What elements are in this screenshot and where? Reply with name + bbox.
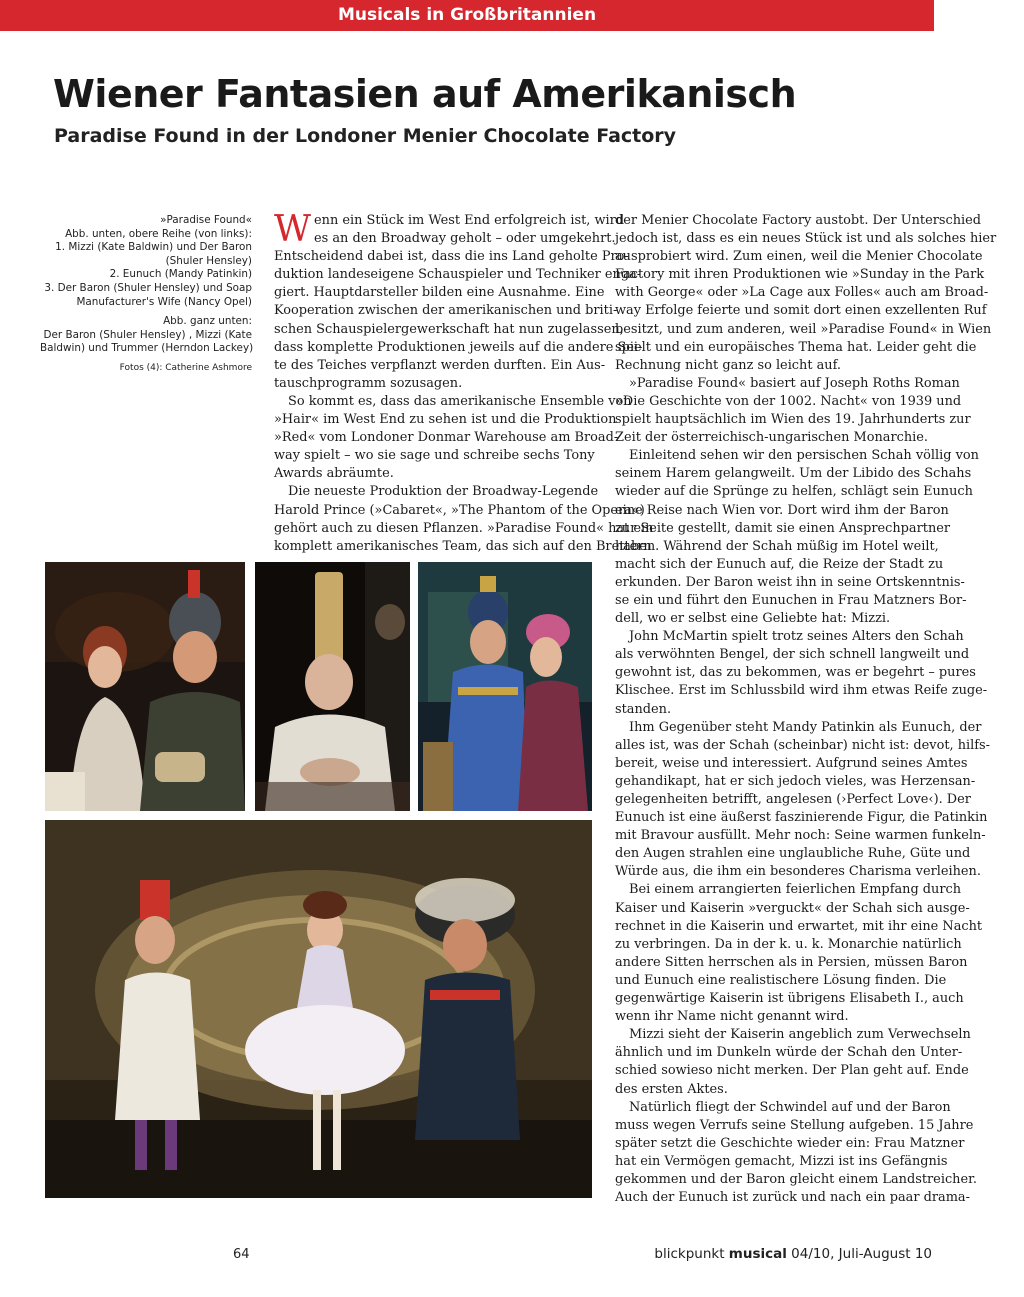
text-line: jedoch ist, dass es ein neues Stück ist und als solches hier xyxy=(615,231,997,247)
magazine-issue: 04/10, Juli-August 10 xyxy=(786,1246,932,1262)
text-line: Kaiser und Kaiserin »verguckt« der Schah sich ausge- xyxy=(615,900,970,916)
magazine-footer xyxy=(654,1246,932,1262)
stage-photo-image xyxy=(45,820,592,1198)
text-line: hat ein Vermögen gemacht, Mizzi ist ins Gefängnis xyxy=(615,1153,948,1169)
text-line: komplett amerikanisches Team, das sich auf den Brettern xyxy=(274,538,652,554)
text-line: wenn ihr Name nicht genannt wird. xyxy=(615,1009,849,1025)
photo-captions xyxy=(40,214,252,376)
text-line: rechnet in die Kaiserin und erwartet, mit ihr eine Nacht xyxy=(615,918,983,934)
text-line: Harold Prince (»Cabaret«, »The Phantom of the Opera«) xyxy=(274,502,645,518)
caption-block-bottom xyxy=(40,315,252,356)
article-column-left xyxy=(274,209,654,556)
text-line: es an den Broadway geholt – oder umgekehrt. xyxy=(314,231,616,247)
text-line: Abb. unten, obere Reihe (von links): xyxy=(65,227,252,240)
text-line: gegenwärtige Kaiserin ist übrigens Elisabeth I., auch xyxy=(615,991,964,1007)
text-line: Der Baron (Shuler Hensley) , Mizzi (Kate xyxy=(43,328,252,341)
text-line: gewohnt ist, das zu bekommen, was er begehrt – pures xyxy=(615,665,976,681)
text-line: Bei einem arrangierten feierlichen Empfang durch xyxy=(629,882,962,898)
text-line: muss wegen Verrufs seine Stellung aufgeben. 15 Jahre xyxy=(615,1117,974,1133)
text-line: Ihm Gegenüber steht Mandy Patinkin als Eunuch, der xyxy=(629,719,982,735)
text-line: 2. Eunuch (Mandy Patinkin) xyxy=(109,268,252,281)
text-line: »Paradise Found« basiert auf Joseph Roths Roman xyxy=(629,375,960,391)
stage-photo-image xyxy=(418,562,592,811)
text-line: haben. Während der Schah müßig im Hotel weilt, xyxy=(615,538,939,554)
text-line: way spielt – wo sie sage und schreibe sechs Tony xyxy=(274,448,595,464)
photo-baron-mizzi-trummer xyxy=(45,820,592,1198)
text-line: besitzt, und zum anderen, weil »Paradise Found« in Wien xyxy=(615,321,992,337)
text-line: andere Sitten herrschen als in Persien, müssen Baron xyxy=(615,954,968,970)
text-line: schen Schauspielergewerkschaft hat nun zugelassen, xyxy=(274,321,624,337)
text-line: gekommen und der Baron gleicht einem Landstreicher. xyxy=(615,1171,977,1187)
photo-baron-and-soap-manufacturers-wife xyxy=(418,562,592,811)
text-line: dass komplette Produktionen jeweils auf die andere Sei- xyxy=(274,339,643,355)
text-line: Auch der Eunuch ist zurück und nach ein paar drama- xyxy=(615,1190,970,1206)
text-line: später setzt die Geschichte wieder ein: Frau Matzner xyxy=(615,1135,965,1151)
text-line: Entscheidend dabei ist, dass die ins Land geholte Pro- xyxy=(274,249,629,265)
text-line: spielt hauptsächlich im Wien des 19. Jahrhunderts zur xyxy=(615,412,971,428)
section-banner xyxy=(0,0,934,31)
text-line: tauschprogramm sozusagen. xyxy=(274,375,463,391)
text-line: alles ist, was der Schah (scheinbar) nicht ist: devot, hilfs- xyxy=(615,737,991,753)
text-line: (Shuler Hensley) xyxy=(165,254,252,267)
text-line: »Red« vom Londoner Donmar Warehouse am Broad- xyxy=(274,430,619,446)
text-line: standen. xyxy=(615,701,672,717)
text-line: Manufacturer's Wife (Nancy Opel) xyxy=(76,295,252,308)
text-line: »Paradise Found« xyxy=(160,214,252,226)
photo-mizzi-and-baron xyxy=(45,562,245,811)
article-column-right xyxy=(615,212,997,1207)
text-line: gehandikapt, hat er sich jedoch vieles, was Herzensan- xyxy=(615,773,976,789)
text-line: te des Teiches verpflanzt werden durften. Ein Aus- xyxy=(274,357,606,373)
text-line: ausprobiert wird. Zum einen, weil die Menier Chocolate xyxy=(615,249,983,265)
photo-credit: Fotos (4): Catherine Ashmore xyxy=(119,362,252,373)
text-line: enn ein Stück im West End erfolgreich ist, wird xyxy=(314,213,625,228)
text-line: Einleitend sehen wir den persischen Schah völlig von xyxy=(629,448,979,464)
text-line: der Menier Chocolate Factory austobt. Der Unterschied xyxy=(615,213,982,228)
section-title: Musicals in Großbritannien xyxy=(337,5,597,25)
caption-block-top-row xyxy=(40,214,252,309)
text-line: Klischee. Erst im Schlussbild wird ihm etwas Reife zuge- xyxy=(615,683,988,699)
text-line: gehört auch zu diesen Pflanzen. »Paradise Found« hat ein xyxy=(274,520,654,536)
text-line: schied sowieso nicht merken. Der Plan geht auf. Ende xyxy=(615,1063,969,1079)
text-line: se ein und führt den Eunuchen in Frau Matzners Bor- xyxy=(615,592,967,608)
text-line: Kooperation zwischen der amerikanischen und briti- xyxy=(274,303,618,319)
text-line: macht sich der Eunuch auf, die Reize der Stadt zu xyxy=(615,556,944,572)
text-line: Rechnung nicht ganz so leicht auf. xyxy=(615,357,842,373)
text-line: ähnlich und im Dunkeln würde der Schah den Unter- xyxy=(615,1045,963,1061)
stage-photo-image xyxy=(45,562,245,811)
text-line: erkunden. Der Baron weist ihn in seine Ortskenntnis- xyxy=(615,574,965,590)
text-line: »Die Geschichte von der 1002. Nacht« von 1939 und xyxy=(615,393,962,409)
text-line: Factory mit ihren Produktionen wie »Sunday in the Park xyxy=(615,267,985,283)
text-line: duktion landeseigene Schauspieler und Techniker enga- xyxy=(274,267,642,283)
text-line: Abb. ganz unten: xyxy=(163,315,252,328)
text-line: eine Reise nach Wien vor. Dort wird ihm der Baron xyxy=(615,502,949,518)
magazine-prefix: blickpunkt xyxy=(654,1246,729,1262)
text-line: den Augen strahlen eine unglaubliche Ruhe, Güte und xyxy=(615,846,971,862)
article-subheadline: Paradise Found in der Londoner Menier Chocolate Factory xyxy=(54,125,677,147)
text-line: seinem Harem gelangweilt. Um der Libido des Schahs xyxy=(615,466,972,482)
text-line: giert. Hauptdarsteller bilden eine Ausnahme. Eine xyxy=(274,285,605,301)
stage-photo-image xyxy=(255,562,410,811)
text-line: gelegenheiten betrifft, angelesen (›Perfect Love‹). Der xyxy=(615,792,971,807)
text-line: Mizzi sieht der Kaiserin angeblich zum Verwechseln xyxy=(629,1027,971,1043)
text-line: Awards abräumte. xyxy=(274,466,394,482)
text-line: Baldwin) und Trummer (Herndon Lackey) xyxy=(40,342,254,355)
text-line: »Hair« im West End zu sehen ist und die Produktion xyxy=(274,412,617,428)
text-line: Die neueste Produktion der Broadway-Legende xyxy=(288,484,599,500)
text-line: Zeit der österreichisch-ungarischen Monarchie. xyxy=(615,430,928,446)
photo-eunuch xyxy=(255,562,410,811)
text-line: 3. Der Baron (Shuler Hensley) und Soap xyxy=(44,281,252,294)
text-line: Natürlich fliegt der Schwindel auf und der Baron xyxy=(629,1099,951,1115)
text-line: 1. Mizzi (Kate Baldwin) und Der Baron xyxy=(55,241,252,254)
magazine-name: musical xyxy=(728,1246,787,1262)
article-headline: Wiener Fantasien auf Amerikanisch xyxy=(53,72,797,116)
text-line: with George« oder »La Cage aux Folles« auch am Broad- xyxy=(615,285,989,301)
text-line: So kommt es, dass das amerikanische Ensemble von xyxy=(288,393,632,409)
text-line: Eunuch ist eine äußerst faszinierende Figur, die Patinkin xyxy=(615,810,988,826)
text-line: dell, wo er selbst eine Geliebte hat: Mizzi. xyxy=(615,611,891,627)
drop-cap: W xyxy=(274,209,312,250)
text-line: und Eunuch eine realistischere Lösung finden. Die xyxy=(615,972,947,988)
text-line: wieder auf die Sprünge zu helfen, schlägt sein Eunuch xyxy=(615,484,973,500)
page-number: 64 xyxy=(233,1247,250,1262)
text-line: way Erfolge feierte und somit dort einen exzellenten Ruf xyxy=(615,303,987,319)
text-line: bereit, weise und interessiert. Aufgrund seines Amtes xyxy=(615,755,968,771)
text-line: mit Bravour ausfüllt. Mehr noch: Seine warmen funkeln- xyxy=(615,828,986,844)
text-line: zur Seite gestellt, damit sie einen Ansprechpartner xyxy=(615,520,951,536)
text-line: Würde aus, die ihm ein besonderes Charisma verleihen. xyxy=(615,864,981,880)
text-line: des ersten Aktes. xyxy=(615,1081,728,1097)
text-line: spielt und ein europäisches Thema hat. Leider geht die xyxy=(615,339,977,355)
text-line: John McMartin spielt trotz seines Alters den Schah xyxy=(629,629,964,645)
text-line: zu verbringen. Da in der k. u. k. Monarchie natürlich xyxy=(615,936,962,952)
text-line: als verwöhnten Bengel, der sich schnell langweilt und xyxy=(615,647,970,663)
